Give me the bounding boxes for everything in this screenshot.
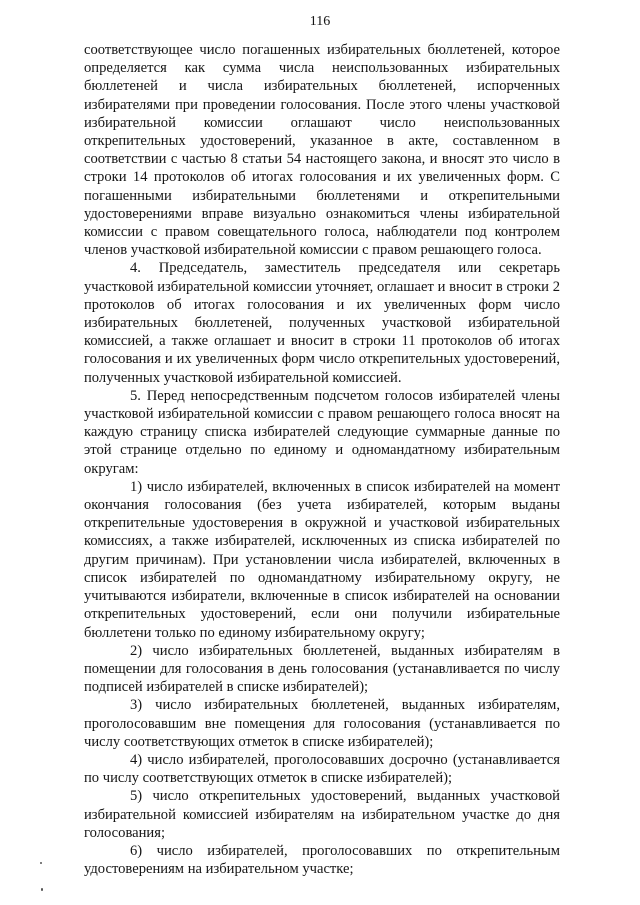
list-item-4: 4) число избирателей, проголосовавших досрочно (устанавливается по числу соответствующих отметок в списке избирателей); <box>84 751 560 787</box>
paragraph-continuation: соответствующее число погашенных избирательных бюллетеней, которое определяется как сумма числа неиспользованных избирательных бюллетеней и числа избирательных бюллетеней, испорченных избирателями при проведении голосования. После этого члены участковой избирательной комиссии оглашают число неиспользованных открепительных удостоверений, указанное в акте, составленном в соответствии с частью 8 статьи 54 настоящего закона, и вносят это число в строки 14 протоколов об итогах голосования и их увеличенных форм. С погашенными избирательными бюллетенями и открепительными удостоверениями вправе визуально ознакомиться члены избирательной комиссии с правом совещательного голоса, наблюдатели под контролем членов участковой избирательной комиссии с правом решающего голоса. <box>84 42 560 259</box>
list-item-6: 6) число избирателей, проголосовавших по открепительным удостоверениям на избирательном участке; <box>84 842 560 878</box>
list-item-5: 5) число открепительных удостоверений, выданных участковой избирательной комиссией избирателям на избирательном участке до дня голосования; <box>84 788 560 841</box>
list-item-2: 2) число избирательных бюллетеней, выданных избирателям в помещении для голосования в день голосования (устанавливается по числу подписей избирателей в списке избирателей); <box>84 642 560 696</box>
document-body <box>84 41 560 878</box>
paragraph-5: 5. Перед непосредственным подсчетом голосов избирателей члены участковой избирательной комиссии с правом решающего голоса вносят на каждую страницу списка избирателей следующие суммарные данные по этой странице отдельно по единому и одномандатному избирательным округам: <box>84 387 560 477</box>
paragraph-4: 4. Председатель, заместитель председателя или секретарь участковой избирательной комиссии уточняет, оглашает и вносит в строки 2 протоколов об итогах голосования и их увеличенных форм число избирательных бюллетеней, полученных участковой избирательной комиссией, а также оглашает и вносит в строки 11 протоколов об итогах голосования и их увеличенных форм число открепительных удостоверений, полученных участковой избирательной комиссией. <box>84 260 560 386</box>
list-item-3: 3) число избирательных бюллетеней, выданных избирателям, проголосовавшим вне помещения для голосования (устанавливается по числу соответствующих отметок в списке избирателей); <box>84 697 560 750</box>
scan-speck <box>40 862 42 864</box>
scan-speck <box>41 888 43 891</box>
list-item-1: 1) число избирателей, включенных в список избирателей на момент окончания голосования (без учета избирателей, которым выданы открепительные удостоверения в окружной и участковой избирательных комиссиях, а также избирателей, исключенных из списка избирателей по другим причинам). При установлении числа избирателей, включенных в список избирателей по одномандатному избирательному округу, не учитываются избиратели, включенные в список избирателей на основании открепительных удостоверений, если они получили избирательные бюллетени только по единому избирательному округу; <box>84 478 560 641</box>
page-number: 116 <box>309 14 331 29</box>
